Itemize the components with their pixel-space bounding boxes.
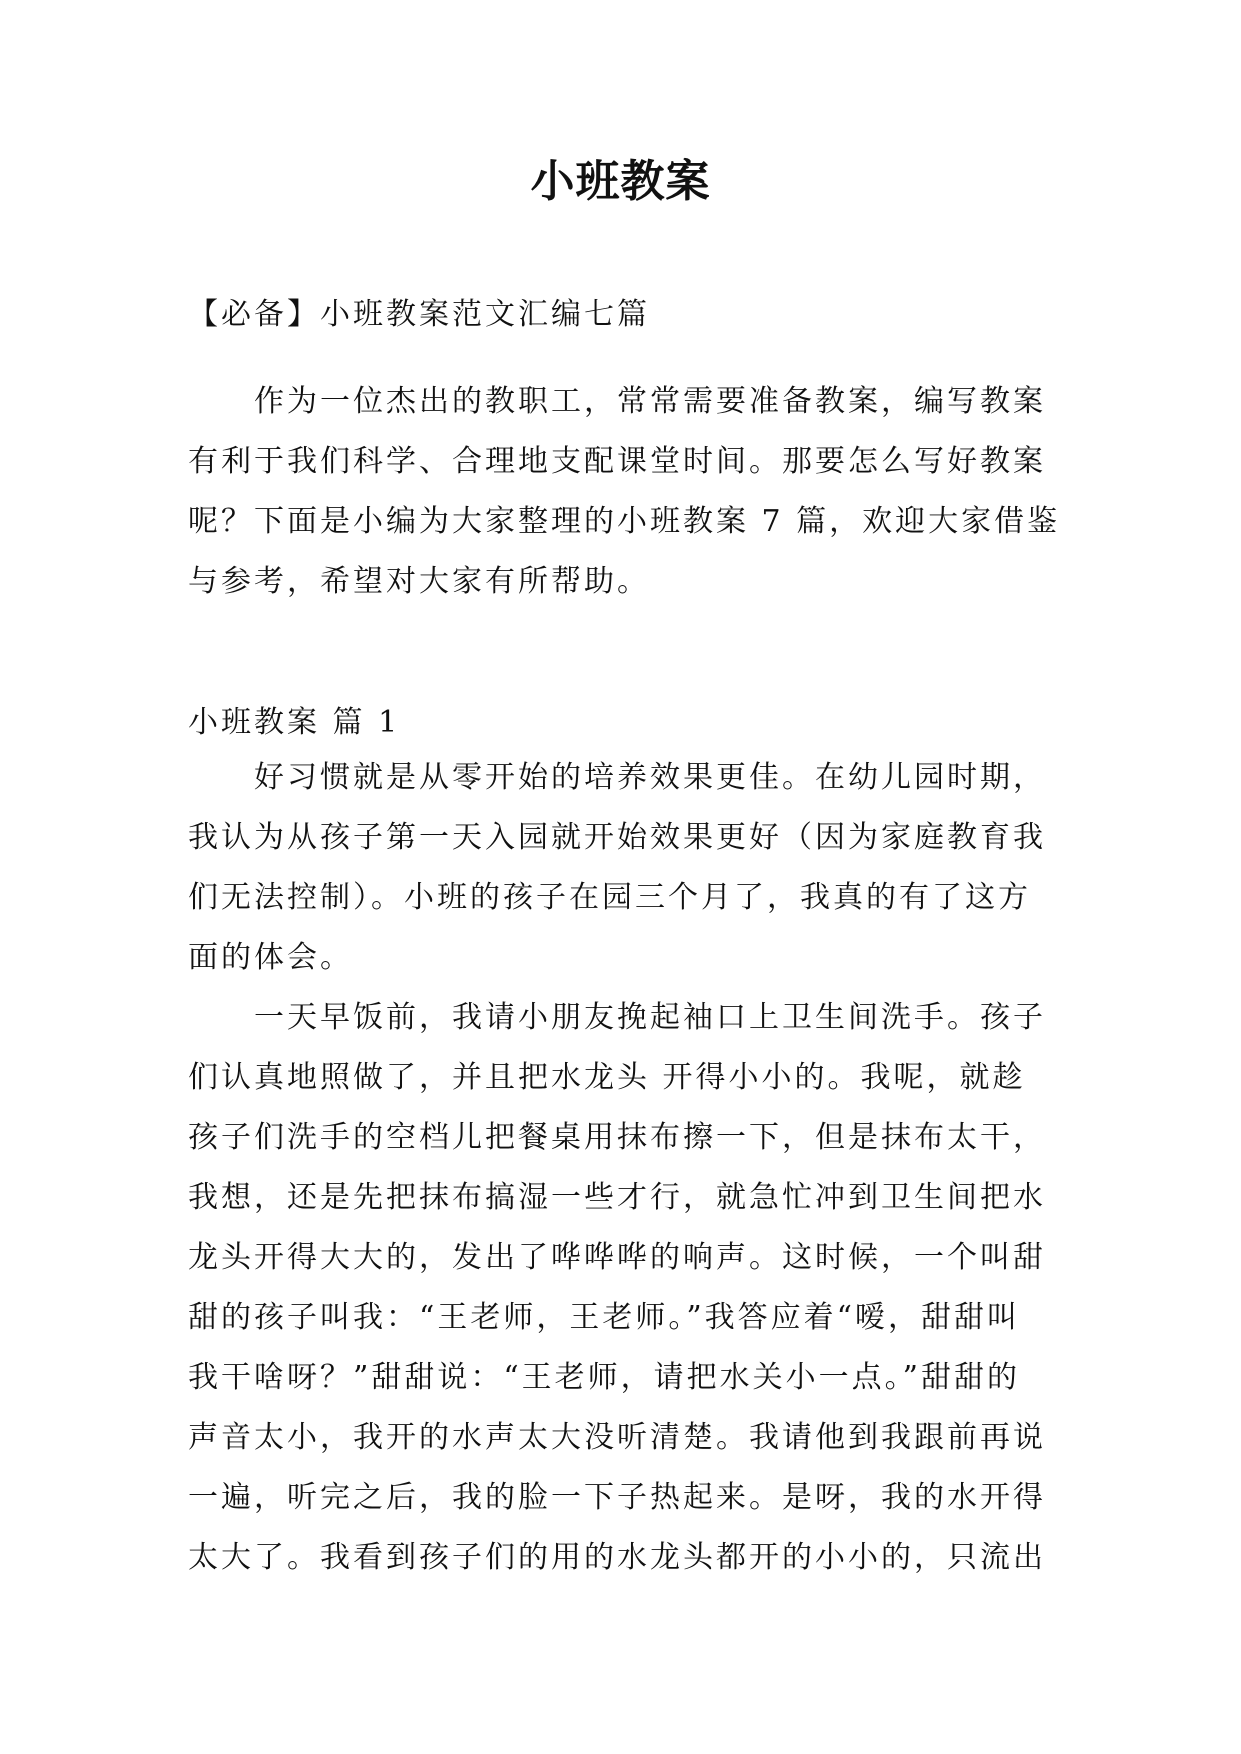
section-heading: 小班教案 篇 1 (188, 705, 401, 740)
document-title: 小班教案 (530, 156, 711, 207)
paragraph-line: 我干啥呀？”甜甜说：“王老师，请把水关小一点。”甜甜的 (188, 1360, 1021, 1395)
document-subtitle: 【必备】小班教案范文汇编七篇 (188, 297, 650, 332)
paragraph-line: 一天早饭前，我请小朋友挽起袖口上卫生间洗手。孩子 (254, 1000, 1046, 1035)
paragraph-line: 面的体会。 (188, 940, 353, 975)
intro-line: 作为一位杰出的教职工，常常需要准备教案，编写教案 (254, 384, 1046, 419)
paragraph-2 (188, 988, 1058, 1588)
paragraph-line: 太大了。我看到孩子们的用的水龙头都开的小小的，只流出 (188, 1540, 1046, 1575)
paragraph-1 (188, 748, 1058, 988)
paragraph-line: 孩子们洗手的空档儿把餐桌用抹布擦一下，但是抹布太干， (188, 1120, 1046, 1155)
paragraph-line: 们无法控制）。小班的孩子在园三个月了，我真的有了这方 (188, 880, 1031, 915)
paragraph-line: 我认为从孩子第一天入园就开始效果更好（因为家庭教育我 (188, 820, 1046, 855)
paragraph-line: 一遍，听完之后，我的脸一下子热起来。是呀，我的水开得 (188, 1480, 1046, 1515)
intro-line: 呢？下面是小编为大家整理的小班教案 7 篇，欢迎大家借鉴 (188, 504, 1061, 539)
paragraph-line: 声音太小，我开的水声太大没听清楚。我请他到我跟前再说 (188, 1420, 1046, 1455)
paragraph-line: 龙头开得大大的，发出了哗哗哗的响声。这时候，一个叫甜 (188, 1240, 1046, 1275)
intro-line: 有利于我们科学、合理地支配课堂时间。那要怎么写好教案 (188, 444, 1046, 479)
intro-paragraph (188, 372, 1061, 612)
paragraph-line: 好习惯就是从零开始的培养效果更佳。在幼儿园时期， (254, 760, 1046, 795)
intro-line: 与参考，希望对大家有所帮助。 (188, 564, 650, 599)
paragraph-line: 我想，还是先把抹布搞湿一些才行，就急忙冲到卫生间把水 (188, 1180, 1046, 1215)
paragraph-line: 们认真地照做了，并且把水龙头 开得小小的。我呢，就趁 (188, 1060, 1026, 1095)
paragraph-line: 甜的孩子叫我：“王老师，王老师。”我答应着“嗳，甜甜叫 (188, 1300, 1021, 1335)
